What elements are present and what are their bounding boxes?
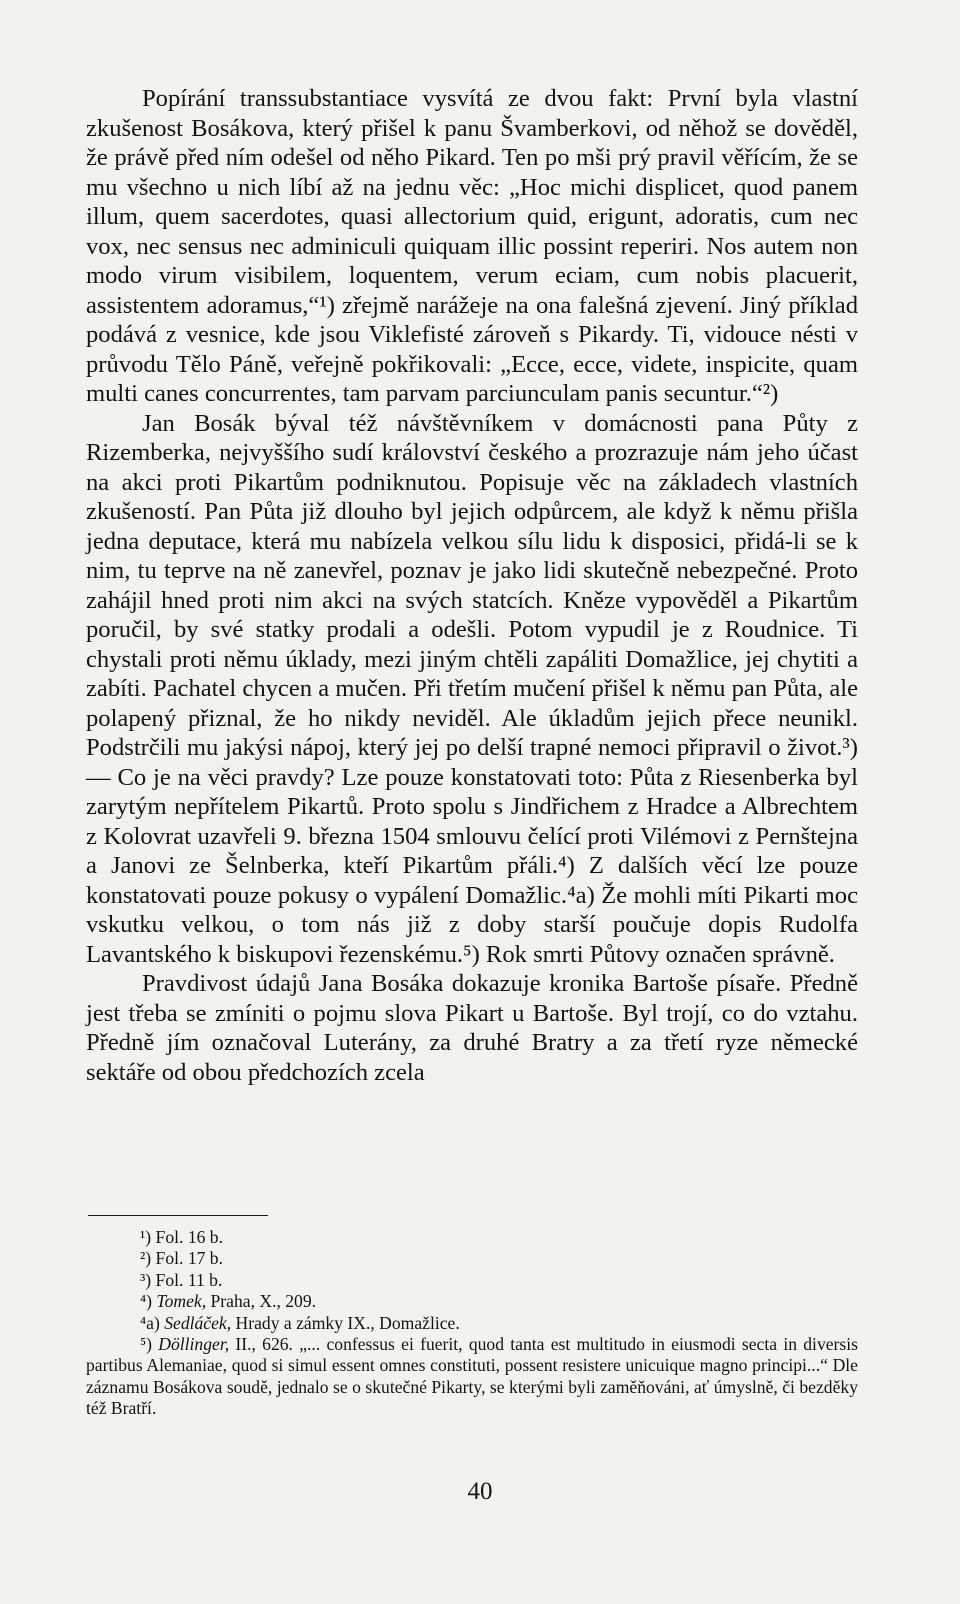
paragraph-1: Popírání transsubstantiace vysvítá ze dvou fakt: První byla vlastní zkušenost Bosákova, který přišel k panu Švamberkovi, od něhož se dověděl, že právě před ním odešel od něho Pikard. Ten po mši prý pravil věřícím, že se mu všechno u nich líbí až na jednu věc: „Hoc michi displicet, quod panem illum, quem sacerdotes, quasi allectorium quid, erigunt, adoratis, cum nec vox, nec sensus nec adminiculi quiquam illic possint reperiri. Nos autem non modo virum visibilem, loquentem, verum eciam, cum nobis placuerit, assistentem adoramus,“¹) zřejmě narážeje na ona falešná zjevení. Jiný příklad podává z vesnice, kde jsou Viklefisté zároveň s Pikardy. Ti, vidouce nésti v průvodu Tělo Páně, veřejně pokřikovali: „Ecce, ecce, videte, inspicite, quam multi canes concurrentes, tam parvam parciunculam panis secuntur.“²) — [86, 85, 858, 407]
footnote-text: Praha, X., 209. — [206, 1291, 317, 1312]
footnote-mark: ¹) — [140, 1227, 152, 1247]
footnote-1 — [86, 1227, 858, 1248]
footnote-4a — [86, 1313, 858, 1334]
footnote-3 — [86, 1270, 858, 1291]
footnotes — [86, 1227, 858, 1420]
footnote-2 — [86, 1248, 858, 1269]
paragraph-2: Jan Bosák býval též návštěvníkem v domácnosti pana Půty z Rizemberka, nejvyššího sudí království českého a prozrazuje nám jeho účast na akci proti Pikartům podniknutou. Popisuje věc na základech vlastních zkušeností. Pan Půta již dlouho byl jejich odpůrcem, ale když k němu přišla jedna deputace, která mu nabízela velkou sílu lidu k disposici, přidá-li se k nim, tu teprve na ně zanevřel, poznav je jako lidi skutečně nebezpečné. Proto zahájil hned proti nim akci na svých statcích. Kněze vypověděl a Pikartům poručil, by své statky prodali a odešli. Potom vypudil je z Roudnice. Ti chystali proti němu úklady, mezi jiným chtěli zapáliti Domažlice, jej chytiti a zabíti. Pachatel chycen a mučen. Při třetím mučení přišel k němu pan Půta, ale polapený přiznal, že ho nikdy neviděl. Ale úkladům jejich přece neunikl. Podstrčili mu jakýsi nápoj, který jej po delší trapné nemoci připravil o život.³) — Co je na věci pravdy? Lze pouze konstatovati toto: Půta z Riesenberka byl zarytým nepřítelem Pikartů. Proto spolu s Jindřichem z Hradce a Albrechtem z Kolovrat uzavřeli 9. března 1504 smlouvu čelící proti Vilémovi z Pernštejna a Janovi ze Šelnberka, kteří Pikartům přáli.⁴) Z dalších věcí lze pouze konstatovati pouze pokusy o vypálení Domažlic.⁴a) Že mohli míti Pikarti moc vskutku velkou, o tom nás již z doby starší poučuje dopis Rudolfa Lavantského k biskupovi řezenskému.⁵) Rok smrti Půtovy označen správně. — [86, 409, 858, 968]
footnote-author: Döllinger, — [158, 1334, 230, 1355]
footnote-text: II., 626. „... confessus ei fuerit, quod tanta est multitudo in eiusmodi secta in diversis partibus Alemaniae, quod si simul essent omnes constituti, possent resistere unicuique magno principi...“ Dle záznamu Bosákova soudě, jednalo se o skutečné Pikarty, se kterými byli zaměňováni, ať úmyslně, či bezděky též Bratří. — [86, 1334, 858, 1419]
footnote-author: Tomek, — [156, 1291, 207, 1312]
body-text — [86, 84, 858, 1087]
footnote-text: Fol. 16 b. — [155, 1227, 224, 1247]
footnote-mark: ⁴a) — [140, 1312, 160, 1333]
paragraph-3: Pravdivost údajů Jana Bosáka dokazuje kronika Bartoše písaře. Předně jest třeba se zmíniti o pojmu slova Pikart u Bartoše. Byl trojí, co do vztahu. Předně jím označoval Luterány, za druhé Bratry a za třetí ryze německé sektáře od obou předchozích zcela — [86, 970, 858, 1086]
footnote-author: Sedláček, — [164, 1312, 232, 1333]
footnote-divider — [88, 1215, 268, 1216]
footnote-4 — [86, 1291, 858, 1312]
page-number: 40 — [467, 1478, 493, 1505]
footnote-mark: ⁵) — [140, 1334, 152, 1355]
footnote-text: Hrady a zámky IX., Domažlice. — [231, 1312, 460, 1333]
footnote-mark: ³) — [140, 1269, 152, 1290]
footnote-text: Fol. 17 b. — [155, 1248, 224, 1269]
footnote-mark: ⁴) — [140, 1291, 152, 1312]
footnote-mark: ²) — [140, 1248, 152, 1269]
footnote-5 — [86, 1334, 858, 1420]
footnote-text: Fol. 11 b. — [155, 1269, 223, 1290]
